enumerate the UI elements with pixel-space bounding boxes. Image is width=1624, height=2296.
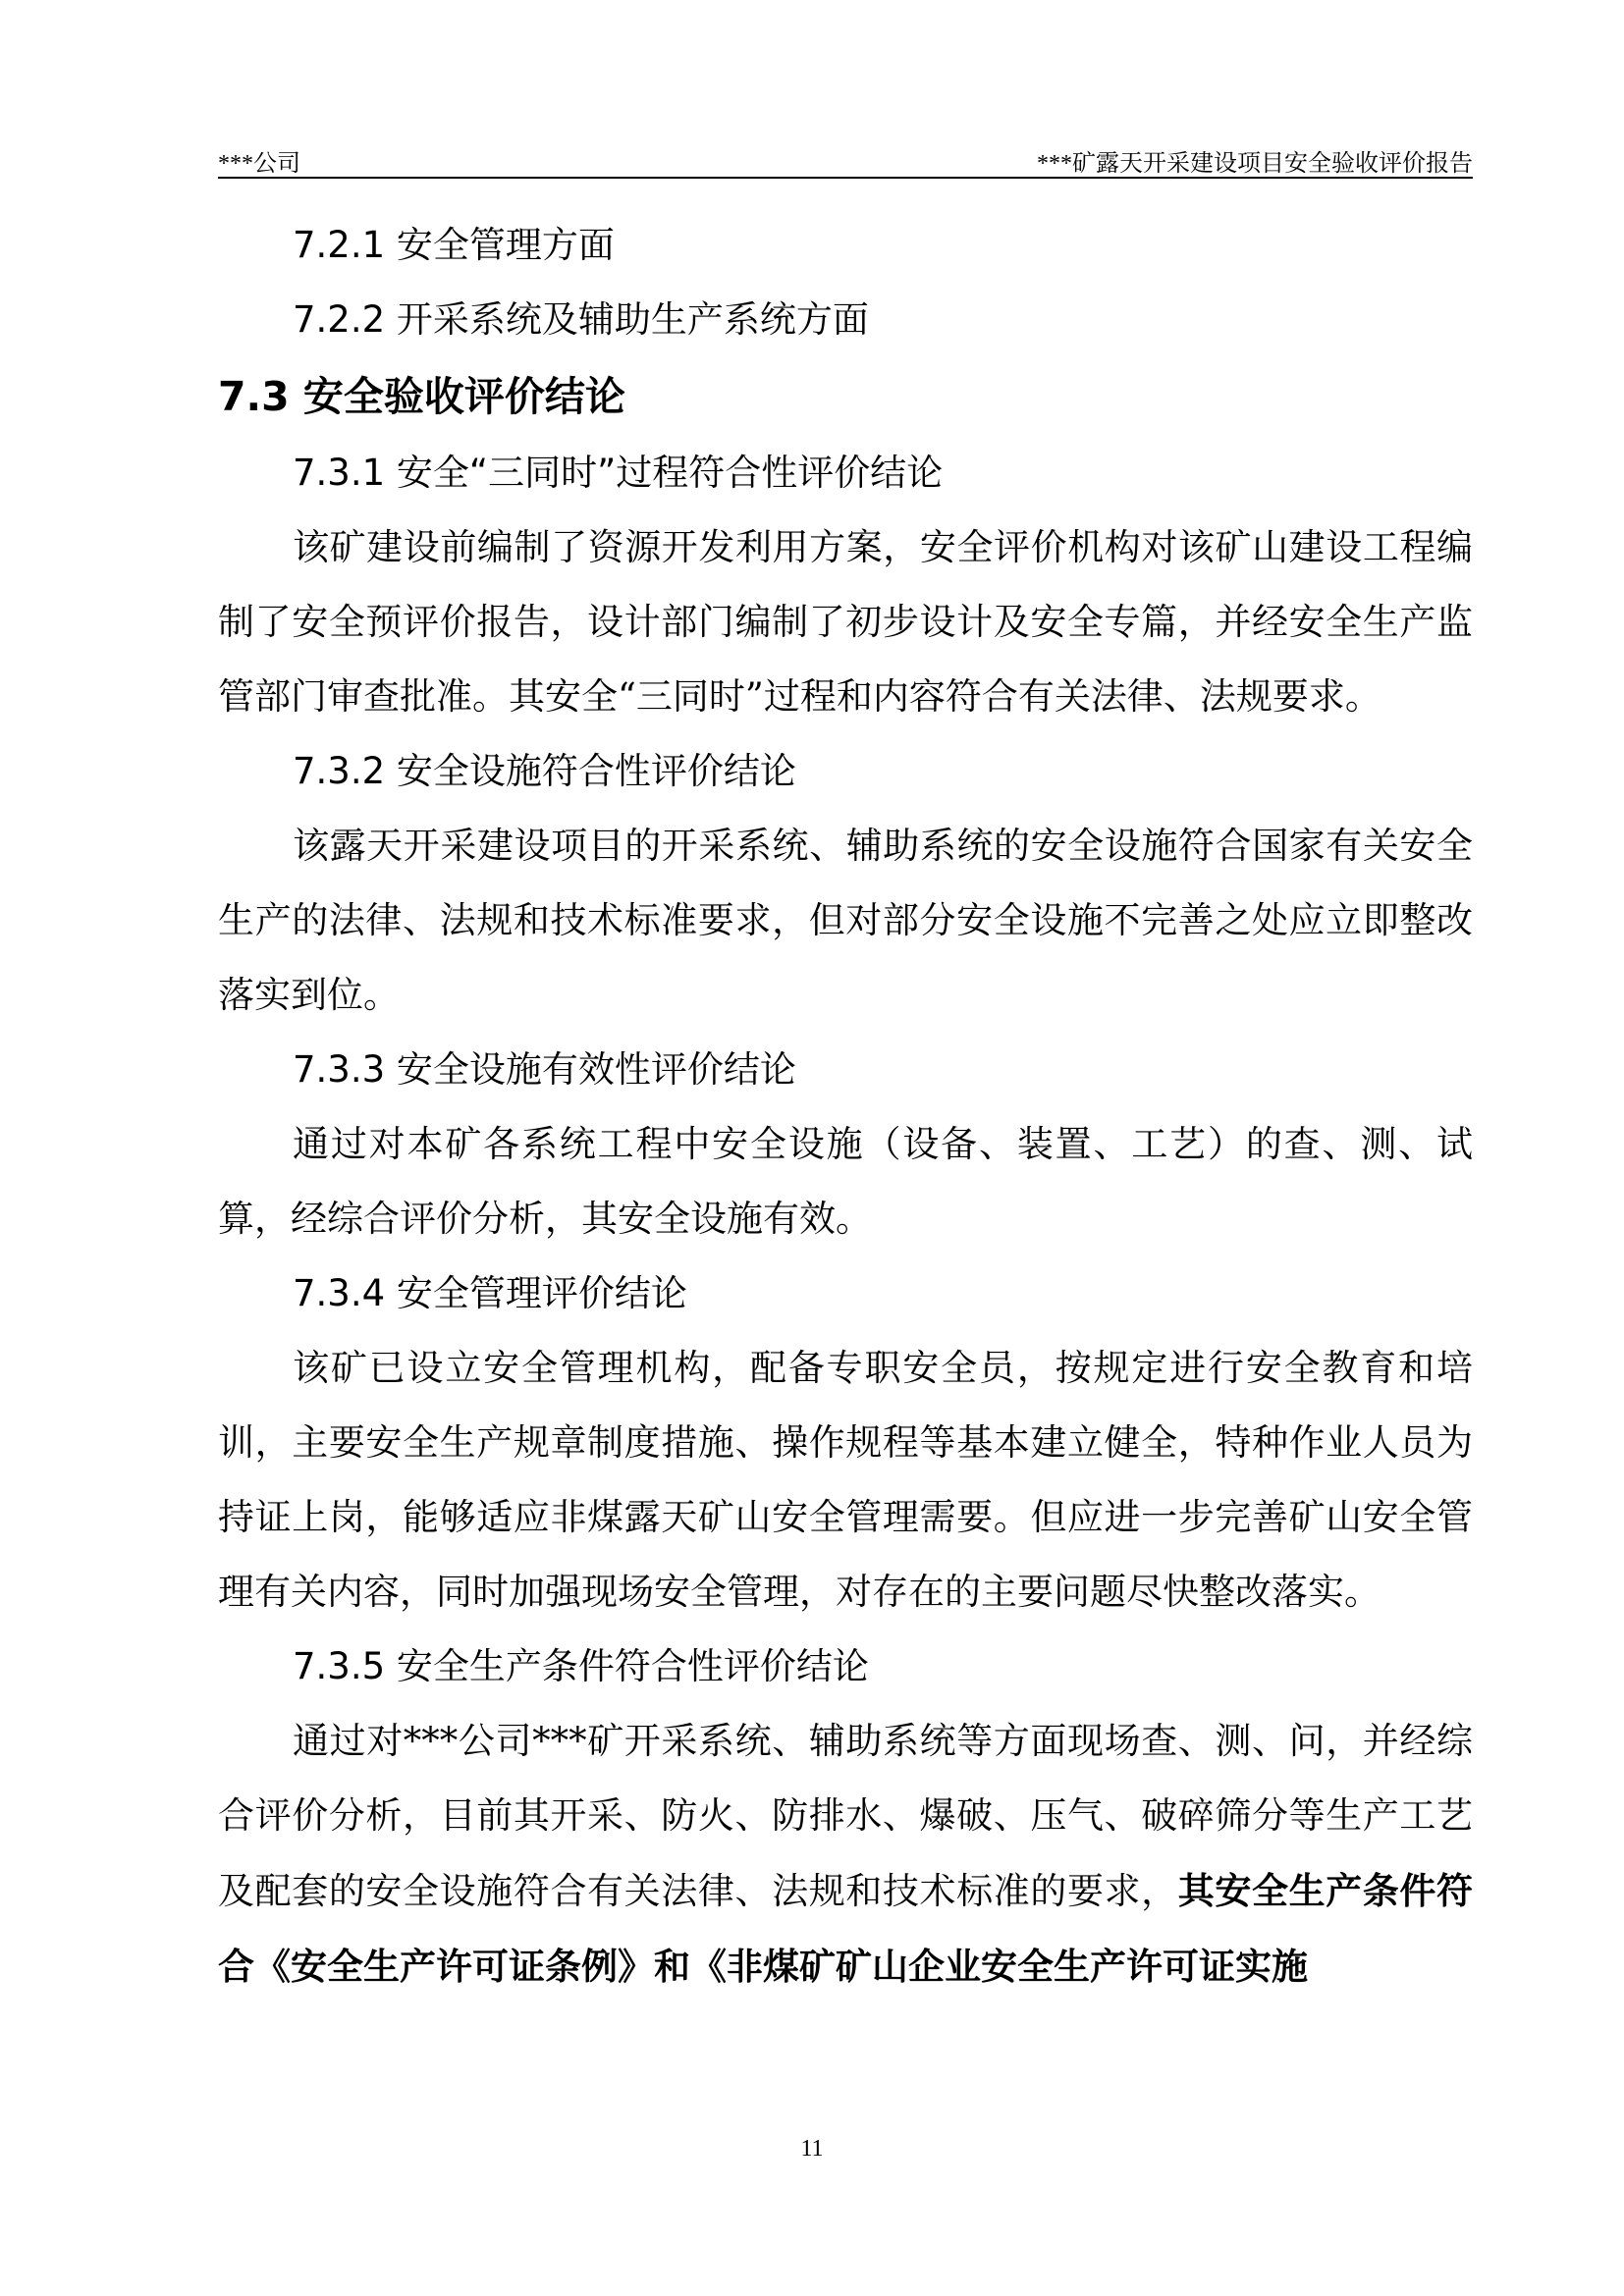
paragraph-7-3-1: 该矿建设前编制了资源开发利用方案，安全评价机构对该矿山建设工程编制了安全预评价报告，设计部门编制了初步设计及安全专篇，并经安全生产监管部门审查批准。其安全“三同时”过程和内容符合有关法律、法规要求。 [218,526,1473,718]
heading-7-3: 7.3 安全验收评价结论 [218,373,625,420]
header-report-title: ***矿露天开采建设项目安全验收评价报告 [1037,151,1473,177]
paragraph-7-3-4: 该矿已设立安全管理机构，配备专职安全员，按规定进行安全教育和培训，主要安全生产规章制度措施、操作规程等基本建立健全，特种作业人员为持证上岗，能够适应非煤露天矿山安全管理需要。但应进一步完善矿山安全管理有关内容，同时加强现场安全管理，对存在的主要问题尽快整改落实。 [218,1347,1473,1613]
heading-7-3-4: 7.3.4 安全管理评价结论 [293,1272,687,1314]
paragraph-7-3-5-regular: 通过对***公司***矿开采系统、辅助系统等方面现场查、测、问，并经综合评价分析，目前其开采、防火、防排水、爆破、压气、破碎筛分等生产工艺及配套的安全设施符合有关法律、法规和技术标准的要求， [218,1720,1473,1912]
heading-7-3-1: 7.3.1 安全“三同时”过程符合性评价结论 [293,452,944,494]
paragraph-7-3-3: 通过对本矿各系统工程中安全设施（设备、装置、工艺）的查、测、试算，经综合评价分析，其安全设施有效。 [218,1123,1473,1240]
heading-7-3-2: 7.3.2 安全设施符合性评价结论 [293,750,796,792]
heading-7-3-3: 7.3.3 安全设施有效性评价结论 [293,1048,796,1091]
heading-7-2-2: 7.2.2 开采系统及辅助生产系统方面 [293,298,869,341]
heading-7-2-1: 7.2.1 安全管理方面 [293,224,615,266]
paragraph-7-3-2: 该露天开采建设项目的开采系统、辅助系统的安全设施符合国家有关安全生产的法律、法规和技术标准要求，但对部分安全设施不完善之处应立即整改落实到位。 [218,825,1473,1016]
header-company: ***公司 [218,151,300,177]
paragraph-7-3-5 [218,1704,1473,2004]
page-body [218,208,1473,2004]
page-number: 11 [800,2136,824,2162]
header-divider [218,177,1473,179]
heading-7-3-5: 7.3.5 安全生产条件符合性评价结论 [293,1645,869,1687]
paragraph-7-3-5-bold: 其安全生产条件符合《安全生产许可证条例》和《非煤矿矿山企业安全生产许可证实施 [218,1869,1474,1988]
